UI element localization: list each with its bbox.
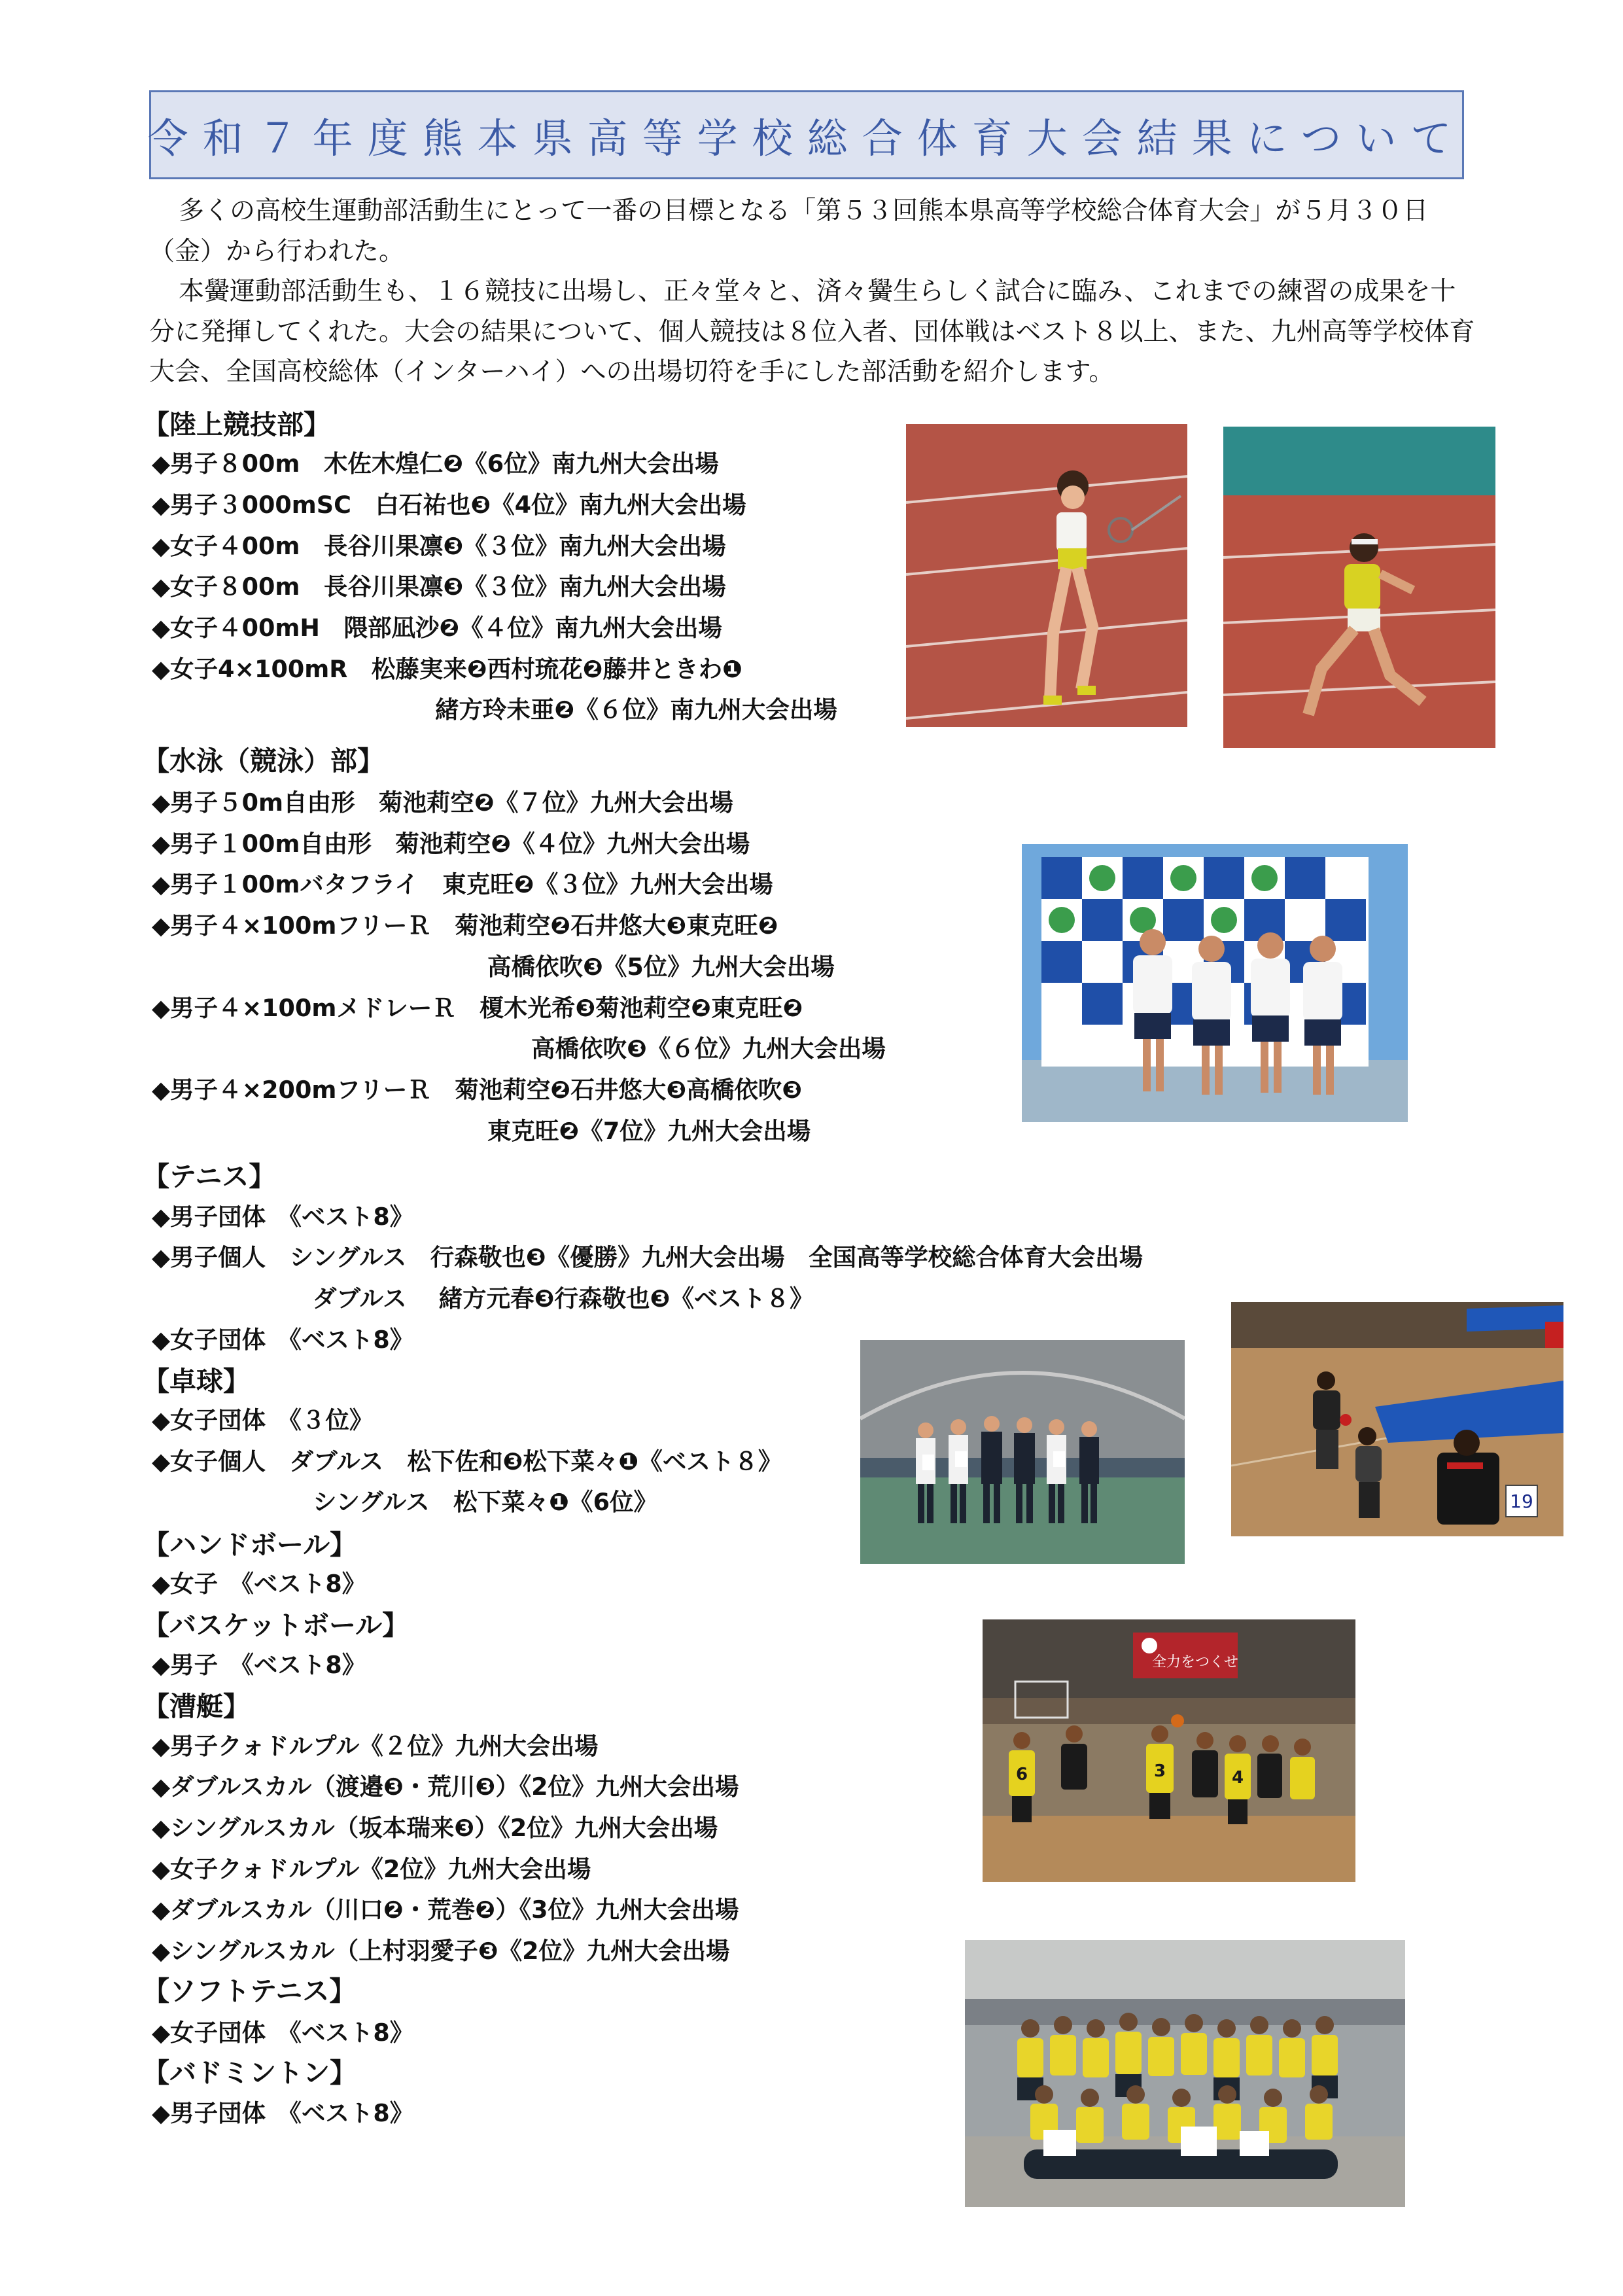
bib-number: 19 bbox=[1510, 1491, 1533, 1512]
section-heading-rowing: 【漕艇】 bbox=[143, 1691, 250, 1722]
track-runner-female-photo bbox=[906, 424, 1187, 727]
result-line: ◆女子4×100mR 松藤実来❷西村琉花❷藤井ときわ❶ bbox=[152, 655, 743, 683]
result-line: ◆男子 《ベスト8》 bbox=[152, 1651, 366, 1679]
result-line: ◆女子４00m 長谷川果凛❸《３位》南九州大会出場 bbox=[152, 532, 726, 560]
result-line: ◆男子団体 《ベスト8》 bbox=[152, 2099, 414, 2127]
banner-text: 全力をつくせ bbox=[1151, 1654, 1239, 1670]
result-line: 高橋依吹❸《６位》九州大会出場 bbox=[531, 1034, 886, 1063]
table-tennis-match-photo bbox=[1231, 1302, 1563, 1536]
section-heading-track: 【陸上競技部】 bbox=[143, 409, 330, 440]
intro-paragraph-2: 本黌運動部活動生も、１６競技に出場し、正々堂々と、済々黌生らしく試合に臨み、これまでの練習の成果を十分に発揮してくれた。大会の結果について、個人競技は８位入者、団体戦はベスト８以上、また、九州高等学校体育大会、全国高校総体（インターハイ）への出場切符を手にした部活動を紹介します。 bbox=[149, 277, 1475, 387]
result-line: ◆女子個人 ダブルス 松下佐和❸松下菜々❶《ベスト８》 bbox=[152, 1447, 782, 1475]
result-line: ◆男子個人 シングルス 行森敬也❸《優勝》九州大会出場 全国高等学校総合体育大会出場 bbox=[152, 1243, 1143, 1271]
result-line: ◆男子団体 《ベスト8》 bbox=[152, 1203, 414, 1231]
result-line: ◆シングルスカル（坂本瑞来❸）《2位》九州大会出場 bbox=[152, 1814, 718, 1842]
swim-team-photo bbox=[1022, 844, 1408, 1122]
team-group-photo bbox=[965, 1940, 1405, 2207]
result-line: シングルス 松下菜々❶《6位》 bbox=[313, 1488, 657, 1516]
result-line: 高橋依吹❸《5位》九州大会出場 bbox=[487, 953, 835, 981]
result-line: 緒方玲未亜❷《６位》南九州大会出場 bbox=[435, 696, 837, 724]
section-heading-basketball: 【バスケットボール】 bbox=[143, 1610, 410, 1641]
intro-text bbox=[149, 191, 1477, 393]
result-line: ◆女子団体 《３位》 bbox=[152, 1406, 374, 1434]
section-heading-handball: 【ハンドボール】 bbox=[143, 1529, 357, 1561]
result-line: ◆男子１00mバタフライ 東克旺❷《３位》九州大会出場 bbox=[152, 870, 773, 898]
result-line: ◆女子団体 《ベスト8》 bbox=[152, 1326, 414, 1354]
section-heading-badminton: 【バドミントン】 bbox=[143, 2057, 357, 2089]
result-line: ◆女子４00mH 隈部凪沙❷《４位》南九州大会出場 bbox=[152, 614, 722, 642]
jersey-number: 3 bbox=[1153, 1761, 1166, 1781]
section-heading-table-tennis: 【卓球】 bbox=[143, 1366, 250, 1397]
result-line: 東克旺❷《7位》九州大会出場 bbox=[487, 1117, 811, 1145]
result-line: ダブルス 緒方元春❸行森敬也❸《ベスト８》 bbox=[313, 1284, 814, 1313]
result-line: ◆男子３000mSC 白石祐也❸《4位》南九州大会出場 bbox=[152, 491, 746, 519]
result-line: ◆ダブルスカル（川口❷・荒巻❷）《3位》九州大会出場 bbox=[152, 1896, 739, 1924]
jersey-number: 6 bbox=[1015, 1765, 1028, 1784]
result-line: ◆男子４×100mフリーＲ 菊池莉空❷石井悠大❸東克旺❷ bbox=[152, 911, 778, 940]
result-line: ◆女子クォドルプル《2位》九州大会出場 bbox=[152, 1855, 591, 1883]
track-sprinter-male-photo bbox=[1223, 427, 1495, 748]
result-line: ◆男子８00m 木佐木煌仁❷《6位》南九州大会出場 bbox=[152, 450, 719, 478]
section-heading-soft-tennis: 【ソフトテニス】 bbox=[143, 1975, 357, 2007]
title-box bbox=[149, 90, 1464, 179]
jersey-number: 4 bbox=[1231, 1768, 1244, 1788]
section-heading-tennis: 【テニス】 bbox=[143, 1161, 276, 1192]
result-line: ◆女子団体 《ベスト8》 bbox=[152, 2019, 414, 2047]
tennis-team-photo bbox=[860, 1340, 1185, 1564]
result-line: ◆男子クォドルプル《２位》九州大会出場 bbox=[152, 1732, 599, 1760]
result-line: ◆男子１00m自由形 菊池莉空❷《４位》九州大会出場 bbox=[152, 830, 750, 858]
result-line: ◆女子 《ベスト8》 bbox=[152, 1570, 366, 1598]
section-heading-swim: 【水泳（競泳）部】 bbox=[143, 745, 384, 777]
intro-paragraph-1: 多くの高校生運動部活動生にとって一番の目標となる「第５３回熊本県高等学校総合体育大会」が５月３０日（金）から行われた。 bbox=[149, 196, 1429, 266]
result-line: ◆男子４×100mメドレーＲ 榎木光希❸菊池莉空❷東克旺❷ bbox=[152, 994, 803, 1022]
result-line: ◆男子５0m自由形 菊池莉空❷《７位》九州大会出場 bbox=[152, 788, 733, 817]
page-title: 令和７年度熊本県高等学校総合体育大会結果について bbox=[147, 114, 1466, 162]
basketball-game-photo bbox=[983, 1619, 1355, 1882]
result-line: ◆男子４×200mフリーＲ 菊池莉空❷石井悠大❸高橋依吹❸ bbox=[152, 1076, 803, 1104]
result-line: ◆シングルスカル（上村羽愛子❸《2位》九州大会出場 bbox=[152, 1937, 730, 1965]
result-line: ◆ダブルスカル（渡邉❸・荒川❸）《2位》九州大会出場 bbox=[152, 1773, 739, 1801]
result-line: ◆女子８00m 長谷川果凛❸《３位》南九州大会出場 bbox=[152, 573, 726, 601]
